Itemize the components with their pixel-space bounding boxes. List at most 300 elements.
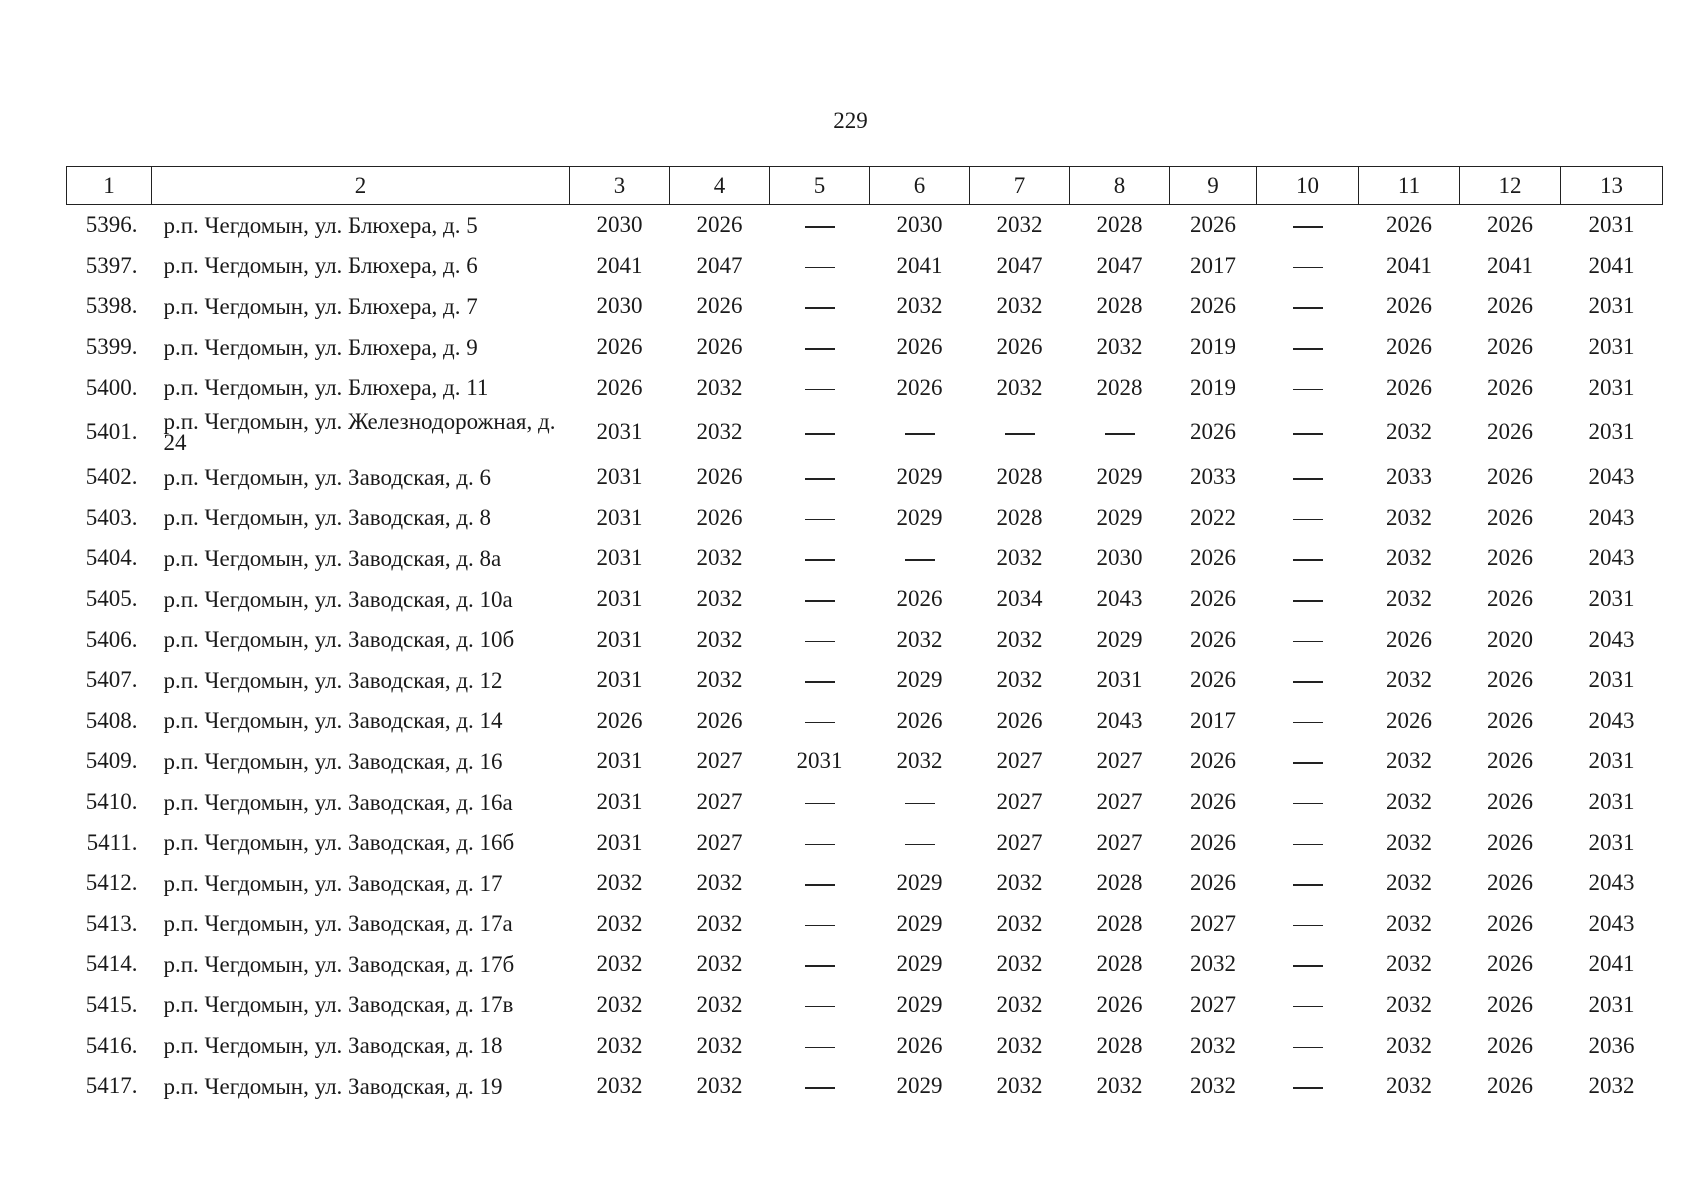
year-cell — [1070, 408, 1170, 457]
year-cell: 2026 — [1190, 586, 1236, 612]
dash-mark — [805, 519, 835, 521]
year-cell: 2032 — [1386, 1032, 1432, 1058]
year-cell: 2026 — [1487, 951, 1533, 977]
year-cell: 2026 — [1487, 667, 1533, 693]
year-cell: 2043 — [1588, 870, 1635, 896]
year-cell: 2027 — [996, 748, 1043, 774]
dash-mark — [1293, 1006, 1323, 1008]
year-cell: 2026 — [1386, 374, 1432, 400]
year-cell: 2031 — [1588, 293, 1635, 319]
dash-mark — [1293, 478, 1323, 480]
year-cell — [1257, 498, 1359, 539]
year-cell: 2031 — [1588, 374, 1635, 400]
row-number: 5410. — [85, 789, 138, 815]
year-cell: 2026 — [1190, 870, 1236, 896]
year-cell: 2031 — [1588, 212, 1635, 238]
year-cell: 2031 — [1588, 586, 1635, 612]
year-cell: 2032 — [1386, 951, 1432, 977]
year-cell: 2032 — [696, 626, 743, 652]
year-cell: 2031 — [1588, 748, 1635, 774]
year-cell — [1257, 741, 1359, 782]
year-cell: 2026 — [996, 707, 1043, 733]
year-cell: 2031 — [596, 545, 643, 571]
year-cell — [770, 701, 870, 742]
table-row — [67, 367, 1663, 408]
year-cell: 2043 — [1588, 464, 1635, 490]
year-cell: 2041 — [896, 252, 943, 278]
year-cell: 2028 — [1096, 293, 1143, 319]
year-cell: 2043 — [1588, 626, 1635, 652]
year-cell: 2026 — [696, 293, 743, 319]
year-cell: 2043 — [1588, 504, 1635, 530]
year-cell: 2032 — [696, 419, 743, 445]
year-cell: 2030 — [1096, 545, 1143, 571]
dash-mark — [805, 884, 835, 886]
year-cell — [770, 863, 870, 904]
year-cell — [1257, 619, 1359, 660]
year-cell: 2032 — [896, 626, 943, 652]
dash-mark — [805, 267, 835, 269]
year-cell — [770, 619, 870, 660]
dash-mark — [805, 433, 835, 435]
table-row — [67, 246, 1663, 287]
year-cell — [1257, 327, 1359, 368]
year-cell: 2031 — [1096, 667, 1143, 693]
year-cell: 2029 — [896, 870, 943, 896]
year-cell: 2032 — [1386, 1073, 1432, 1099]
year-cell: 2032 — [996, 212, 1043, 238]
year-cell: 2032 — [996, 991, 1043, 1017]
dash-mark — [1293, 389, 1323, 391]
table-row — [67, 327, 1663, 368]
dash-mark — [1293, 681, 1323, 683]
year-cell: 2031 — [596, 667, 643, 693]
address-cell: р.п. Чегдомын, ул. Заводская, д. 17б — [163, 951, 515, 977]
year-cell — [770, 1025, 870, 1066]
year-cell: 2033 — [1386, 464, 1432, 490]
year-cell: 2026 — [596, 707, 643, 733]
table-row — [67, 863, 1663, 904]
address-cell: р.п. Чегдомын, ул. Железнодорожная, д. 24 — [163, 409, 556, 456]
year-cell: 2029 — [896, 464, 943, 490]
year-cell: 2032 — [1190, 951, 1236, 977]
year-cell: 2027 — [1096, 789, 1143, 815]
row-number: 5400. — [85, 374, 138, 400]
dash-mark — [805, 600, 835, 602]
year-cell: 2029 — [1096, 504, 1143, 530]
table-row — [67, 457, 1663, 498]
year-cell — [770, 457, 870, 498]
year-cell — [1257, 660, 1359, 701]
row-number: 5401. — [85, 419, 138, 445]
year-cell: 2031 — [1588, 334, 1635, 360]
year-cell — [770, 246, 870, 287]
column-header: 9 — [1170, 167, 1257, 205]
year-cell: 2026 — [1190, 419, 1236, 445]
dash-mark — [905, 433, 935, 435]
dash-mark — [1005, 433, 1035, 435]
year-cell: 2028 — [1096, 1032, 1143, 1058]
year-cell: 2032 — [996, 293, 1043, 319]
year-cell: 2026 — [1487, 374, 1533, 400]
year-cell: 2032 — [996, 1032, 1043, 1058]
year-cell: 2026 — [1487, 293, 1533, 319]
table-row — [67, 1066, 1663, 1107]
year-cell: 2026 — [1487, 991, 1533, 1017]
year-cell: 2032 — [1190, 1032, 1236, 1058]
year-cell: 2032 — [1386, 870, 1432, 896]
year-cell — [770, 367, 870, 408]
address-cell: р.п. Чегдомын, ул. Заводская, д. 16б — [163, 830, 515, 856]
year-cell — [770, 822, 870, 863]
year-cell — [1257, 904, 1359, 945]
year-cell: 2032 — [696, 870, 743, 896]
dash-mark — [1293, 348, 1323, 350]
year-cell: 2032 — [996, 626, 1043, 652]
column-header: 7 — [970, 167, 1070, 205]
year-cell: 2026 — [1190, 667, 1236, 693]
year-cell: 2043 — [1096, 586, 1143, 612]
year-cell: 2026 — [996, 334, 1043, 360]
page-number: 229 — [833, 108, 868, 133]
column-header: 8 — [1070, 167, 1170, 205]
address-cell: р.п. Чегдомын, ул. Заводская, д. 19 — [163, 1073, 503, 1099]
year-cell: 2031 — [1588, 667, 1635, 693]
row-number: 5407. — [85, 667, 138, 693]
dash-mark — [1293, 433, 1323, 435]
dash-mark — [1293, 762, 1323, 764]
year-cell: 2032 — [1386, 586, 1432, 612]
year-cell: 2030 — [596, 212, 643, 238]
year-cell: 2047 — [696, 252, 743, 278]
row-number: 5413. — [85, 910, 138, 936]
year-cell: 2032 — [596, 910, 643, 936]
year-cell — [770, 660, 870, 701]
year-cell: 2032 — [996, 545, 1043, 571]
year-cell: 2026 — [1386, 293, 1432, 319]
year-cell: 2026 — [696, 464, 743, 490]
year-cell: 2026 — [1487, 870, 1533, 896]
year-cell: 2032 — [1386, 748, 1432, 774]
year-cell: 2032 — [596, 951, 643, 977]
year-cell — [770, 408, 870, 457]
year-cell: 2026 — [896, 334, 943, 360]
year-cell: 2026 — [1487, 334, 1533, 360]
year-cell — [1257, 457, 1359, 498]
table-row — [67, 579, 1663, 620]
address-cell: р.п. Чегдомын, ул. Заводская, д. 16а — [163, 789, 513, 815]
column-header: 3 — [570, 167, 670, 205]
year-cell — [1257, 985, 1359, 1026]
row-number: 5415. — [85, 991, 138, 1017]
year-cell: 2032 — [1190, 1073, 1236, 1099]
row-number: 5404. — [85, 545, 138, 571]
row-number: 5399. — [85, 334, 138, 360]
row-number: 5396. — [85, 212, 138, 238]
dash-mark — [1293, 965, 1323, 967]
year-cell: 2026 — [1190, 789, 1236, 815]
column-header: 6 — [870, 167, 970, 205]
year-cell: 2047 — [996, 252, 1043, 278]
year-cell: 2020 — [1487, 626, 1533, 652]
dash-mark — [1293, 559, 1323, 561]
year-cell: 2026 — [896, 707, 943, 733]
table-row — [67, 660, 1663, 701]
address-cell: р.п. Чегдомын, ул. Заводская, д. 16 — [163, 748, 503, 774]
address-cell: р.п. Чегдомын, ул. Блюхера, д. 5 — [163, 212, 478, 238]
row-number: 5397. — [85, 252, 138, 278]
year-cell — [870, 822, 970, 863]
year-cell: 2027 — [1096, 748, 1143, 774]
year-cell: 2026 — [1487, 419, 1533, 445]
year-cell: 2027 — [1096, 829, 1143, 855]
column-header: 12 — [1460, 167, 1561, 205]
row-number: 5411. — [86, 829, 138, 855]
year-cell: 2026 — [1190, 545, 1236, 571]
year-cell: 2032 — [1386, 667, 1432, 693]
year-cell: 2031 — [1588, 991, 1635, 1017]
year-cell — [1257, 944, 1359, 985]
address-cell: р.п. Чегдомын, ул. Заводская, д. 12 — [163, 667, 503, 693]
table-row — [67, 408, 1663, 457]
year-cell: 2032 — [596, 991, 643, 1017]
year-cell: 2028 — [996, 464, 1043, 490]
year-cell: 2043 — [1588, 707, 1635, 733]
year-cell: 2026 — [596, 374, 643, 400]
year-cell: 2032 — [696, 374, 743, 400]
table-row — [67, 1025, 1663, 1066]
year-cell: 2017 — [1190, 707, 1236, 733]
year-cell: 2029 — [896, 910, 943, 936]
year-cell: 2026 — [1190, 293, 1236, 319]
year-cell: 2019 — [1190, 374, 1236, 400]
year-cell — [770, 944, 870, 985]
year-cell — [770, 782, 870, 823]
address-cell: р.п. Чегдомын, ул. Блюхера, д. 7 — [163, 293, 478, 319]
year-cell: 2026 — [1096, 991, 1143, 1017]
year-cell: 2031 — [596, 626, 643, 652]
year-cell: 2032 — [1386, 504, 1432, 530]
year-cell: 2026 — [696, 707, 743, 733]
dash-mark — [905, 559, 935, 561]
row-number: 5417. — [85, 1073, 138, 1099]
dash-mark — [805, 1087, 835, 1089]
dash-mark — [1293, 519, 1323, 521]
year-cell: 2043 — [1096, 707, 1143, 733]
year-cell: 2032 — [996, 1073, 1043, 1099]
year-cell: 2032 — [696, 1032, 743, 1058]
year-cell: 2031 — [596, 789, 643, 815]
year-cell: 2041 — [1588, 951, 1635, 977]
year-cell — [870, 538, 970, 579]
year-cell: 2032 — [896, 748, 943, 774]
year-cell: 2027 — [696, 789, 743, 815]
year-cell — [1257, 863, 1359, 904]
dash-mark — [1293, 267, 1323, 269]
year-cell: 2026 — [896, 1032, 943, 1058]
dash-mark — [1293, 884, 1323, 886]
year-cell: 2032 — [1386, 910, 1432, 936]
year-cell: 2032 — [696, 1073, 743, 1099]
row-number: 5405. — [85, 586, 138, 612]
year-cell: 2041 — [1487, 252, 1533, 278]
year-cell: 2026 — [596, 334, 643, 360]
row-number: 5406. — [85, 626, 138, 652]
dash-mark — [805, 307, 835, 309]
row-number: 5403. — [85, 504, 138, 530]
year-cell — [1257, 367, 1359, 408]
year-cell: 2026 — [1190, 626, 1236, 652]
table-body — [67, 205, 1663, 1107]
dash-mark — [805, 803, 835, 805]
year-cell: 2043 — [1588, 545, 1635, 571]
year-cell: 2041 — [1386, 252, 1432, 278]
column-header: 5 — [770, 167, 870, 205]
year-cell — [870, 408, 970, 457]
year-cell — [770, 1066, 870, 1107]
year-cell: 2031 — [1588, 419, 1635, 445]
address-cell: р.п. Чегдомын, ул. Заводская, д. 8а — [163, 545, 502, 571]
table-row — [67, 538, 1663, 579]
year-cell: 2019 — [1190, 334, 1236, 360]
dash-mark — [1293, 925, 1323, 927]
year-cell: 2032 — [1386, 545, 1432, 571]
year-cell — [770, 985, 870, 1026]
year-cell: 2032 — [596, 1032, 643, 1058]
table-row — [67, 985, 1663, 1026]
year-cell: 2027 — [1190, 991, 1236, 1017]
year-cell: 2032 — [996, 374, 1043, 400]
address-cell: р.п. Чегдомын, ул. Блюхера, д. 9 — [163, 334, 478, 360]
dash-mark — [1293, 1087, 1323, 1089]
year-cell: 2026 — [1386, 626, 1432, 652]
year-cell: 2028 — [1096, 212, 1143, 238]
dash-mark — [1293, 641, 1323, 643]
year-cell: 2032 — [696, 951, 743, 977]
year-cell: 2027 — [1190, 910, 1236, 936]
dash-mark — [805, 559, 835, 561]
address-cell: р.п. Чегдомын, ул. Заводская, д. 8 — [163, 505, 492, 531]
year-cell — [770, 904, 870, 945]
year-cell — [770, 327, 870, 368]
dash-mark — [905, 844, 935, 846]
year-cell: 2032 — [1386, 419, 1432, 445]
year-cell: 2026 — [1487, 545, 1533, 571]
dash-mark — [805, 1006, 835, 1008]
year-cell: 2032 — [696, 910, 743, 936]
column-header: 4 — [670, 167, 770, 205]
year-cell: 2043 — [1588, 910, 1635, 936]
year-cell: 2047 — [1096, 252, 1143, 278]
year-cell: 2041 — [1588, 252, 1635, 278]
year-cell: 2026 — [1190, 829, 1236, 855]
year-cell: 2026 — [1487, 212, 1533, 238]
year-cell: 2029 — [896, 504, 943, 530]
year-cell: 2026 — [1487, 748, 1533, 774]
year-cell: 2026 — [1487, 1032, 1533, 1058]
address-cell: р.п. Чегдомын, ул. Заводская, д. 10а — [163, 586, 513, 612]
year-cell — [1257, 822, 1359, 863]
dash-mark — [1293, 226, 1323, 228]
year-cell — [970, 408, 1070, 457]
address-cell: р.п. Чегдомын, ул. Заводская, д. 6 — [163, 464, 492, 490]
address-cell: р.п. Чегдомын, ул. Заводская, д. 10б — [163, 627, 515, 653]
address-cell: р.п. Чегдомын, ул. Заводская, д. 17а — [163, 911, 513, 937]
dash-mark — [805, 1047, 835, 1049]
year-cell: 2031 — [1588, 789, 1635, 815]
dash-mark — [805, 844, 835, 846]
year-cell: 2036 — [1588, 1032, 1635, 1058]
year-cell: 2026 — [1487, 586, 1533, 612]
dash-mark — [805, 965, 835, 967]
table-row — [67, 619, 1663, 660]
year-cell: 2029 — [1096, 626, 1143, 652]
year-cell — [770, 498, 870, 539]
schedule-table — [66, 166, 1663, 1106]
year-cell — [1257, 782, 1359, 823]
year-cell: 2028 — [1096, 910, 1143, 936]
dash-mark — [1293, 307, 1323, 309]
table-row — [67, 782, 1663, 823]
year-cell: 2032 — [896, 293, 943, 319]
year-cell: 2026 — [1487, 910, 1533, 936]
year-cell: 2032 — [996, 667, 1043, 693]
year-cell — [1257, 408, 1359, 457]
year-cell: 2028 — [1096, 951, 1143, 977]
year-cell: 2031 — [596, 504, 643, 530]
year-cell: 2026 — [696, 334, 743, 360]
dash-mark — [805, 348, 835, 350]
year-cell: 2034 — [996, 586, 1043, 612]
table-row — [67, 286, 1663, 327]
year-cell — [1257, 579, 1359, 620]
year-cell: 2027 — [996, 789, 1043, 815]
header-row — [67, 167, 1663, 205]
address-cell: р.п. Чегдомын, ул. Блюхера, д. 11 — [163, 375, 489, 401]
table-row — [67, 701, 1663, 742]
year-cell — [770, 205, 870, 246]
year-cell: 2026 — [1386, 212, 1432, 238]
row-number: 5409. — [85, 748, 138, 774]
year-cell: 2026 — [896, 586, 943, 612]
year-cell: 2031 — [596, 586, 643, 612]
year-cell: 2032 — [1386, 991, 1432, 1017]
dash-mark — [805, 681, 835, 683]
year-cell: 2033 — [1190, 464, 1236, 490]
dash-mark — [1293, 722, 1323, 724]
table-row — [67, 944, 1663, 985]
row-number: 5416. — [85, 1032, 138, 1058]
year-cell: 2032 — [696, 991, 743, 1017]
year-cell: 2030 — [896, 212, 943, 238]
year-cell: 2031 — [1588, 829, 1635, 855]
dash-mark — [1293, 600, 1323, 602]
year-cell: 2029 — [896, 951, 943, 977]
year-cell: 2027 — [996, 829, 1043, 855]
dash-mark — [805, 389, 835, 391]
dash-mark — [805, 226, 835, 228]
dash-mark — [805, 925, 835, 927]
year-cell: 2032 — [1096, 1073, 1143, 1099]
year-cell — [1257, 286, 1359, 327]
year-cell: 2032 — [596, 1073, 643, 1099]
year-cell: 2031 — [596, 748, 643, 774]
row-number: 5398. — [85, 293, 138, 319]
year-cell: 2032 — [696, 667, 743, 693]
year-cell: 2029 — [896, 667, 943, 693]
year-cell — [1257, 1066, 1359, 1107]
year-cell: 2031 — [596, 419, 643, 445]
